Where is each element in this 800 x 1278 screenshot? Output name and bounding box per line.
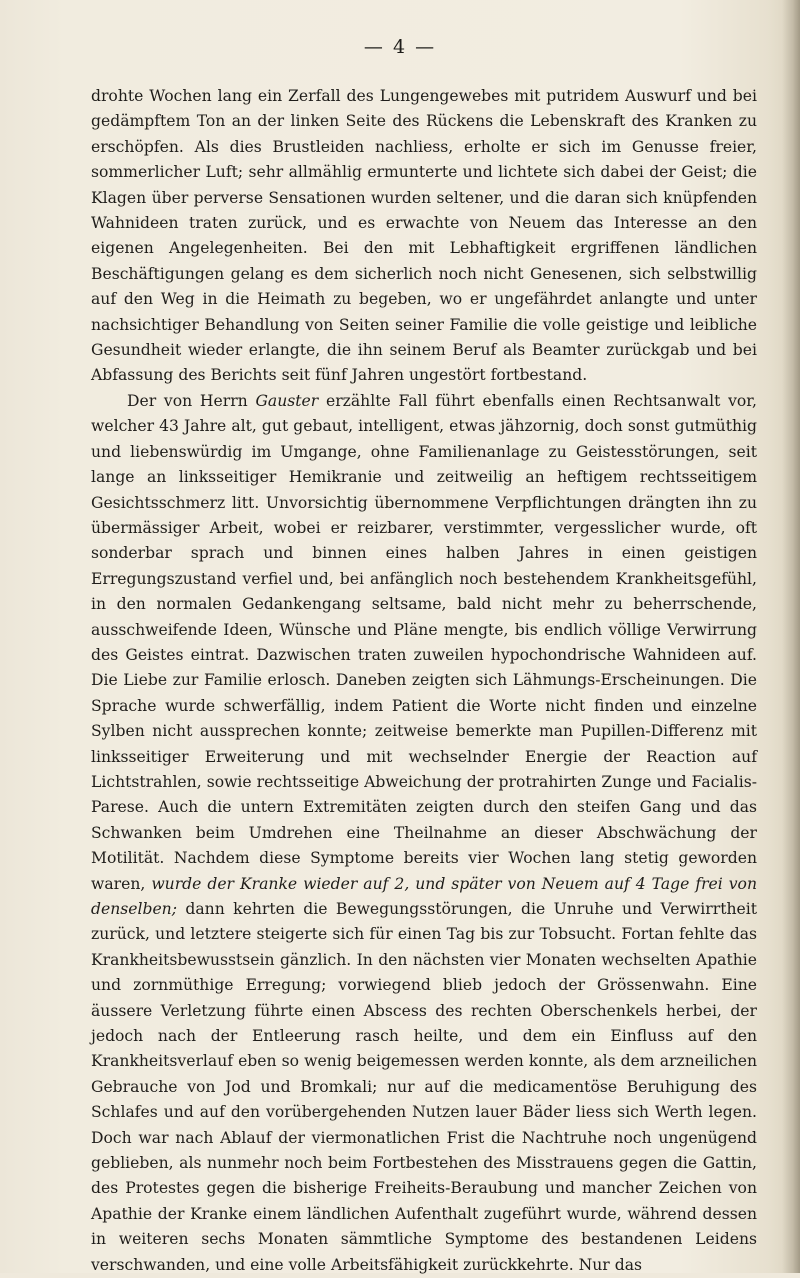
paragraph-2 xyxy=(91,389,757,1278)
paragraph-text: drohte Wochen lang ein Zerfall des Lungengewebes mit putridem Auswurf und bei gedämpftem Ton an der linken Seite des Rückens die Lebenskraft des Kranken zu erschöpfen. Als dies Brustleiden nachliess, erholte er sich im Genusse freier, sommerlicher Luft; sehr allmählig ermunterte und lichtete sich dabei der Geist; die Klagen über perverse Sensationen wurden seltener, und die daran sich knüpfenden Wahnideen traten zurück, und es erwachte von Neuem das Interesse an den eigenen Angelegenheiten. Bei den mit Lebhaftigkeit ergriffenen ländlichen Beschäftigungen gelang es dem sicherlich noch nicht Genesenen, sich selbstwillig auf den Weg in die Heimath zu begeben, wo er ungefährdet anlangte und unter nachsichtiger Behandlung von Seiten seiner Familie die volle geistige und leibliche Gesundheit wieder erlangte, die ihn seinem Beruf als Beamter zurückgab und bei Abfassung des Berichts seit fünf Jahren ungestört fortbestand. xyxy=(91,87,757,385)
page-number: — 4 — xyxy=(363,36,437,58)
emphasized-text: wurde der Kranke wieder auf 2, und später von Neuem auf 4 Tage frei von denselben; xyxy=(91,874,757,918)
paragraph-text: dann kehrten die Bewegungsstörungen, die Unruhe und Verwirrtheit zurück, und letztere steigerte sich für einen Tag bis zur Tobsucht. Fortan fehlte das Krankheitsbewusstsein gänzlich. In den nächsten vier Monaten wechselten Apathie und zornmüthige Erregung; vorwiegend blieb jedoch der Grössenwahn. Eine äussere Verletzung führte einen Abscess des rechten Oberschenkels herbei, der jedoch nach der Entleerung rasch heilte, und dem ein Einfluss auf den Krankheitsverlauf eben so wenig beigemessen werden konnte, als dem arzneilichen Gebrauche von Jod und Bromkali; nur auf die medicamentöse Beruhigung des Schlafes und auf den vorübergehenden Nutzen lauer Bäder liess sich Werth legen. Doch war nach Ablauf der viermonatlichen Frist die Nachtruhe noch ungenügend geblieben, als nunmehr noch beim Fortbestehen des Misstrauens gegen die Gattin, des Protestes gegen die bisherige Freiheits-Beraubung und mancher Zeichen von Apathie der Kranke einem ländlichen Aufenthalt zugeführt wurde, während dessen in weiteren sechs Monaten sämmtliche Symptome des bestandenen Leidens verschwanden, und eine volle Arbeitsfähigkeit zurückkehrte. Nur das xyxy=(91,900,757,1274)
paragraph-text: Der von Herrn xyxy=(127,391,256,410)
paragraph-text: erzählte Fall führt ebenfalls einen Rechtsanwalt vor, welcher 43 Jahre alt, gut gebaut, intelligent, etwas jähzornig, doch sonst gutmüthig und liebenswürdig im Umgange, ohne Familienanlage zu Geistesstörungen, seit lange an linksseitiger Hemikranie und zeitweilig an heftigem rechtsseitigem Gesichtsschmerz litt. Unvorsichtig übernommene Verpflichtungen drängten ihn zu übermässiger Arbeit, wobei er reizbarer, verstimmter, vergesslicher wurde, oft sonderbar sprach und binnen eines halben Jahres in einen geistigen Erregungszustand verfiel und, bei anfänglich noch bestehendem Krankheitsgefühl, in den normalen Gedankengang seltsame, bald nicht mehr zu beherrschende, ausschweifende Ideen, Wünsche und Pläne mengte, bis endlich völlige Verwirrung des Geistes eintrat. Dazwischen traten zuweilen hypochondrische Wahnideen auf. Die Liebe zur Familie erlosch. Daneben zeigten sich Lähmungs-Erscheinungen. Die Sprache wurde schwerfällig, indem Patient die Worte nicht finden und einzelne Sylben nicht aussprechen konnte; zeitweise bemerkte man Pupillen-Differenz mit linksseitiger Erweiterung und mit wechselnder Energie der Reaction auf Lichtstrahlen, sowie rechtsseitige Abweichung der protrahirten Zunge und Facialis-Parese. Auch die untern Extremitäten zeigten durch den steifen Gang und das Schwanken beim Umdrehen eine Theilnahme an dieser Abschwächung der Motilität. Nachdem diese Symptome bereits vier Wochen lang stetig geworden waren, xyxy=(91,391,758,893)
page-edge-shadow xyxy=(782,0,800,1273)
author-name: Gauster xyxy=(255,391,319,410)
paragraph-1 xyxy=(91,84,757,389)
body-text xyxy=(91,84,757,1278)
